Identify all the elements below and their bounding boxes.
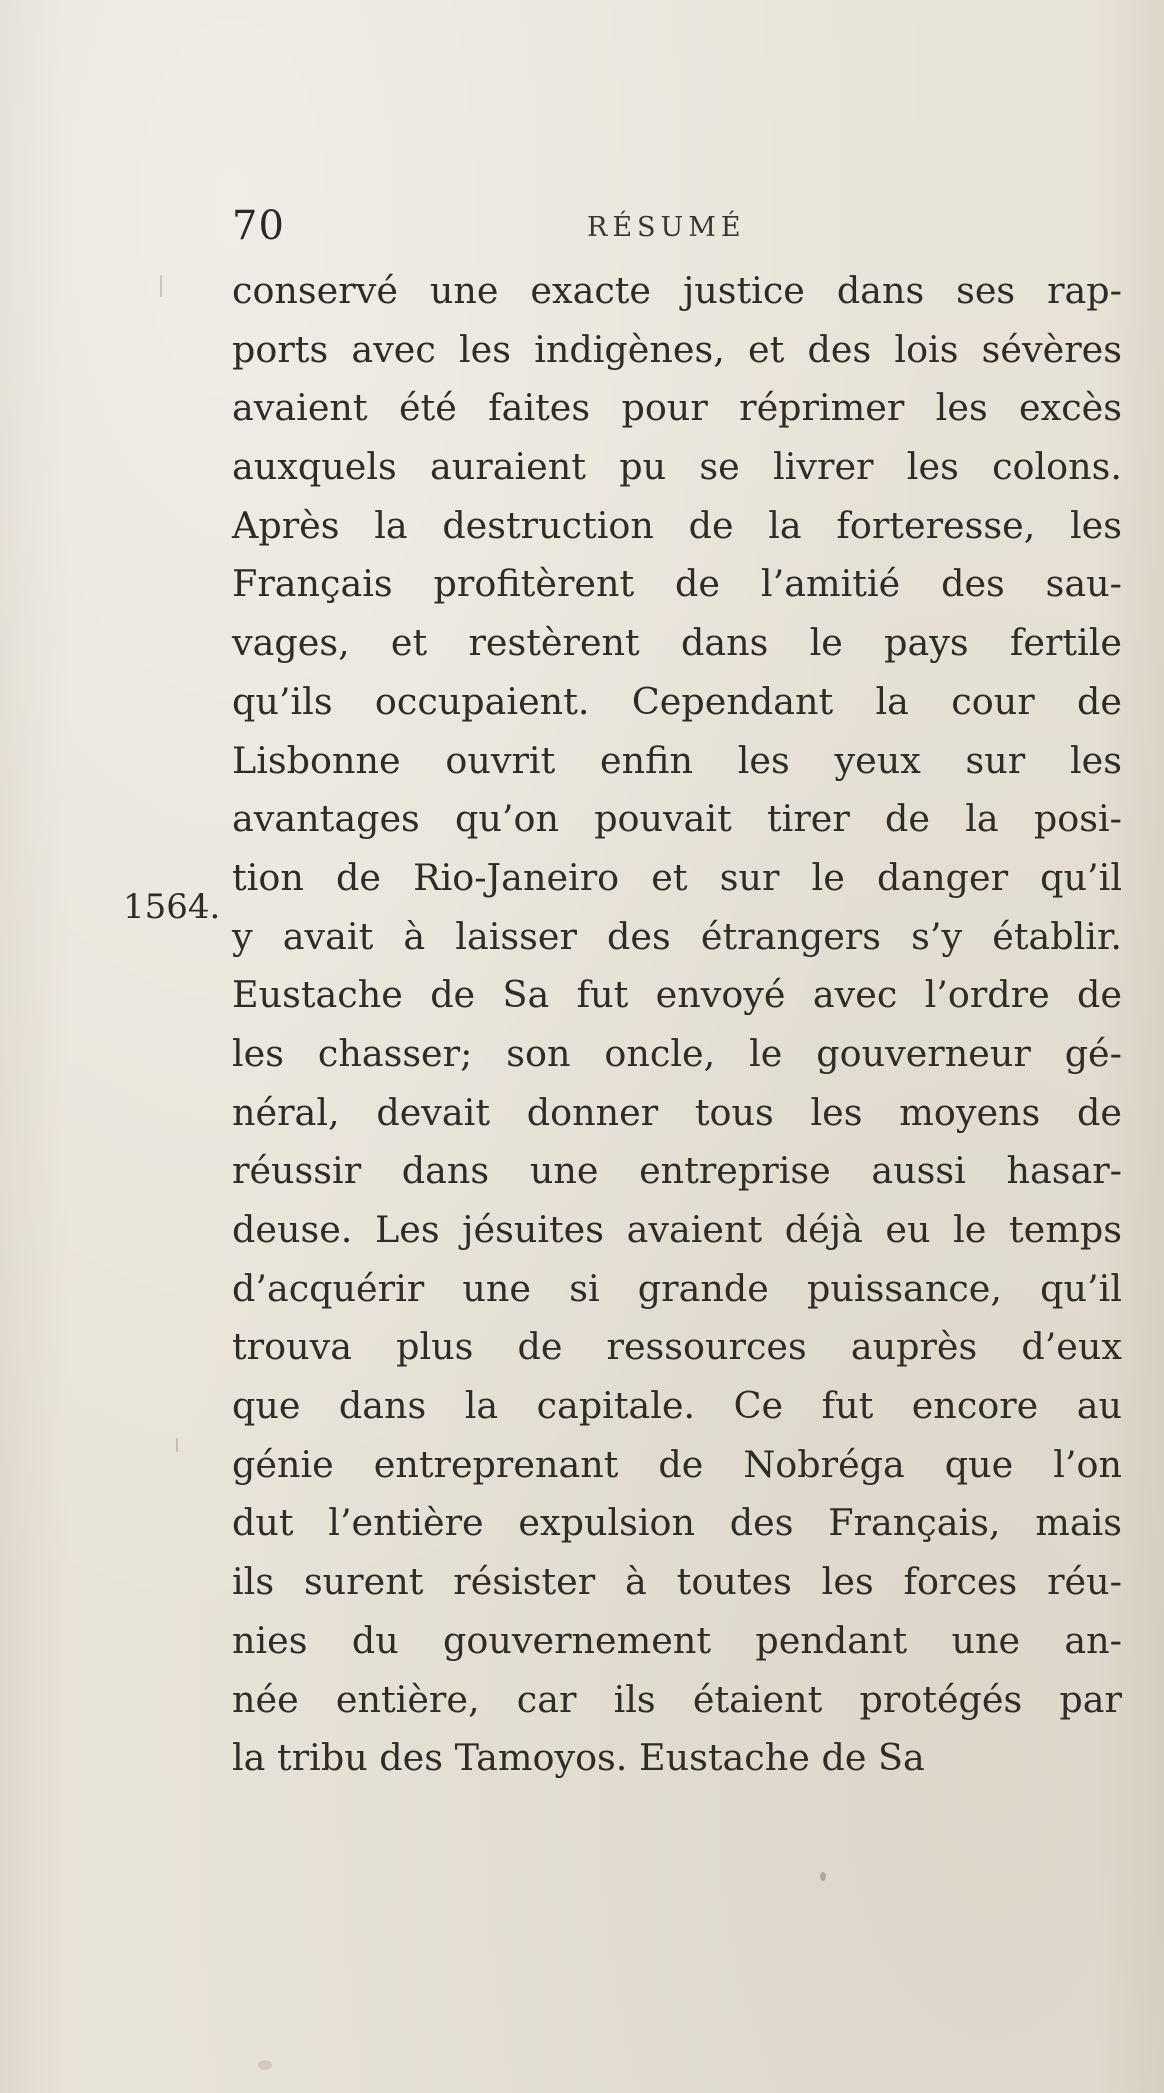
page-header [232,198,1122,254]
running-title: RÉSUMÉ [587,212,746,243]
text-line: d’acquérir une si grande puissance, qu’il [232,1266,1122,1310]
text-line: Eustache de Sa fut envoyé avec l’ordre de [232,973,1122,1017]
margin-year-note: 1564. [123,887,221,927]
text-line: ils surent résister à toutes les forces réu- [232,1560,1122,1604]
text-line: conservé une exacte justice dans ses rap- [232,269,1122,312]
text-line: nies du gouvernement pendant une an- [232,1618,1122,1662]
text-line: Après la destruction de la forteresse, les [232,503,1122,547]
text-line: dut l’entière expulsion des Français, mais [232,1501,1122,1545]
paper-speck [820,1872,826,1881]
text-line: Français profitèrent de l’amitié des sau- [232,562,1122,606]
text-line: réussir dans une entreprise aussi hasar- [232,1149,1122,1193]
paper-speck [176,1438,178,1452]
paper-speck [258,2060,272,2070]
text-line: née entière, car ils étaient protégés par [232,1677,1122,1721]
text-line: ports avec les indigènes, et des lois sévères [232,327,1122,371]
text-line: avaient été faites pour réprimer les excès [232,386,1122,430]
text-line: qu’ils occupaient. Cependant la cour de [232,679,1122,723]
text-line: Lisbonne ouvrit enfin les yeux sur les [232,738,1122,782]
text-line: que dans la capitale. Ce fut encore au [232,1384,1122,1428]
text-line: auxquels auraient pu se livrer les colons. [232,445,1122,489]
text-line: deuse. Les jésuites avaient déjà eu le temps [232,1208,1122,1251]
text-line: y avait à laisser des étrangers s’y établir. [232,914,1122,958]
text-line: avantages qu’on pouvait tirer de la posi- [232,797,1122,841]
text-line: néral, devait donner tous les moyens de [232,1090,1122,1134]
page-number: 70 [232,203,285,249]
text-line-last: la tribu des Tamoyos. Eustache de Sa [232,1736,925,1780]
text-line: génie entreprenant de Nobréga que l’on [232,1442,1122,1486]
text-line: les chasser; son oncle, le gouverneur gé- [232,1031,1122,1075]
text-line: tion de Rio-Janeiro et sur le danger qu’il [232,855,1122,899]
text-line: trouva plus de ressources auprès d’eux [232,1325,1122,1369]
paper-speck [160,275,162,297]
text-line: vages, et restèrent dans le pays fertile [232,621,1122,665]
body-text [232,262,1122,1788]
